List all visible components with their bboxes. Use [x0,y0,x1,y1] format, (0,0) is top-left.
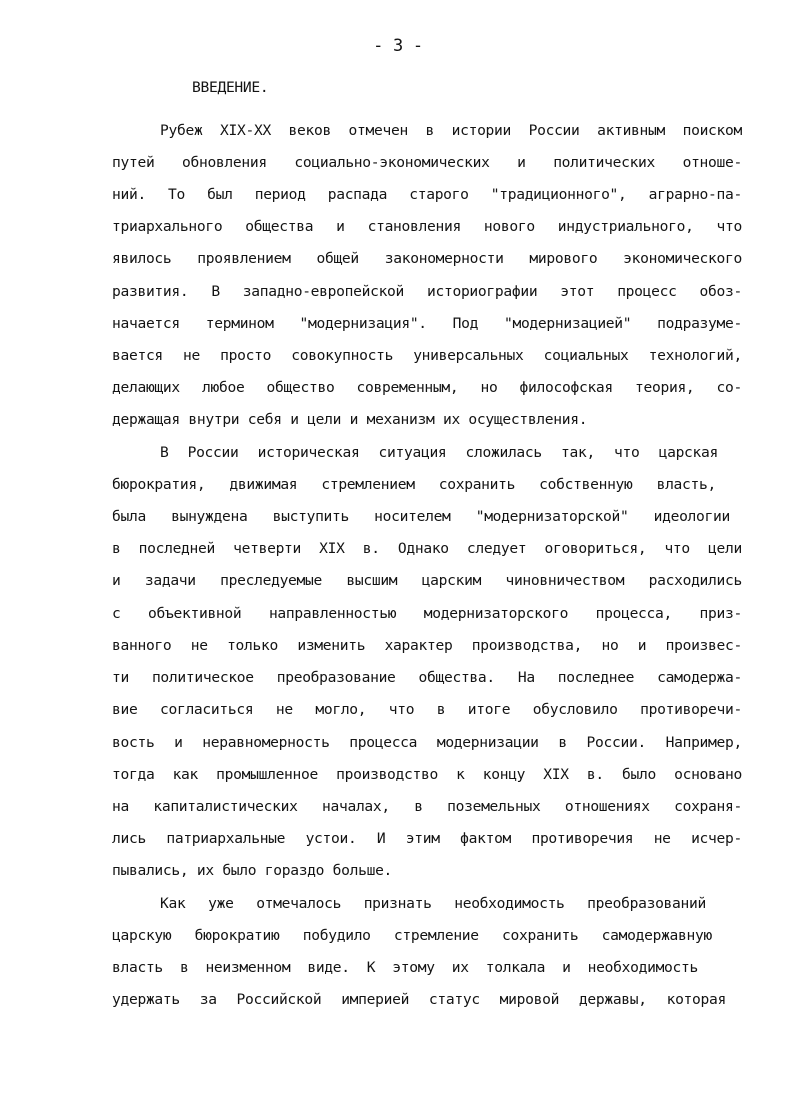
text-line: удержать за Российской империей статус мировой державы, которая [112,991,726,1008]
text-line: В России историческая ситуация сложилась так, что царская [160,444,718,461]
page-number: - 3 - [373,36,423,56]
text-line: ний. То был период распада старого "традиционного", аграрно-па- [112,186,742,203]
text-line: вается не просто совокупность универсальных социальных технологий, [112,347,742,364]
text-line: власть в неизменном виде. К этому их толкала и необходимость [112,959,698,976]
text-line: вость и неравномерность процесса модернизации в России. Например, [112,734,742,751]
text-line: в последней четверти XIX в. Однако следует оговориться, что цели [112,540,742,557]
text-line: пывались, их было гораздо больше. [112,862,393,879]
text-line: триархального общества и становления нового индустриального, что [112,218,742,235]
text-line: вие согласиться не могло, что в итоге обусловило противоречи- [112,701,742,718]
text-line: была вынуждена выступить носителем "модернизаторской" идеологии [112,508,730,525]
text-line: тогда как промышленное производство к концу XIX в. было основано [112,766,742,783]
text-line: с объективной направленностью модернизаторского процесса, приз- [112,605,742,622]
text-line: делающих любое общество современным, но философская теория, со- [112,379,742,396]
text-line: Рубеж XIX-XX веков отмечен в истории России активным поиском [160,122,742,139]
text-line: путей обновления социально-экономических и политических отноше- [112,154,742,171]
text-line: бюрократия, движимая стремлением сохранить собственную власть, [112,476,716,493]
text-line: явилось проявлением общей закономерности мирового экономического [112,250,742,267]
text-line: ванного не только изменить характер производства, но и произвес- [112,637,742,654]
text-line: развития. В западно-европейской историографии этот процесс обоз- [112,283,742,300]
text-line: держащая внутри себя и цели и механизм их осуществления. [112,411,588,428]
text-line: на капиталистических началах, в поземельных отношениях сохраня- [112,798,742,815]
text-line: царскую бюрократию побудило стремление сохранить самодержавную [112,927,712,944]
text-line: Как уже отмечалось признать необходимость преобразований [160,895,706,912]
text-line: начается термином "модернизация". Под "модернизацией" подразуме- [112,315,742,332]
text-line: и задачи преследуемые высшим царским чиновничеством расходились [112,572,742,589]
section-heading: ВВЕДЕНИЕ. [192,79,269,96]
text-line: лись патриархальные устои. И этим фактом противоречия не исчер- [112,830,742,847]
text-line: ти политическое преобразование общества. На последнее самодержа- [112,669,742,686]
